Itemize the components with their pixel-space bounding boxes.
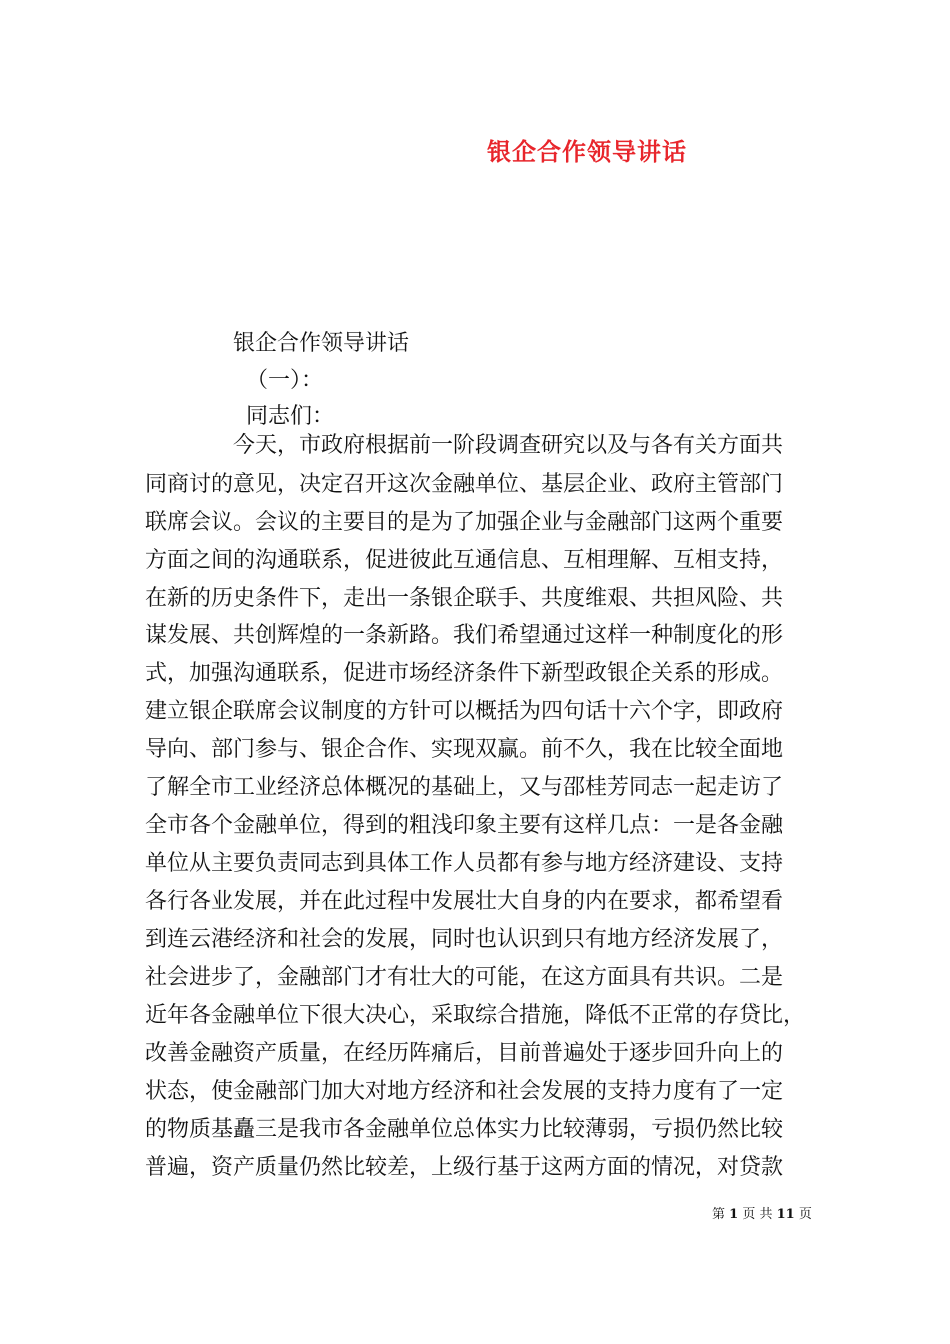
paragraph-line: 近年各金融单位下很大决心，采取综合措施，降低不正常的存贷比， (145, 1003, 806, 1028)
document-title: 银企合作领导讲话 (233, 331, 410, 356)
paragraph-line: 普遍，资产质量仍然比较差，上级行基于这两方面的情况，对贷款 (145, 1155, 784, 1180)
section-mark: （一）： (246, 368, 324, 393)
paragraph-line: 的物质基矗三是我市各金融单位总体实力比较薄弱，亏损仍然比较 (145, 1117, 784, 1142)
paragraph-line: 了解全市工业经济总体概况的基础上，又与邵桂芳同志一起走访了 (145, 775, 784, 800)
paragraph-line: 状态，使金融部门加大对地方经济和社会发展的支持力度有了一定 (145, 1079, 784, 1104)
paragraph-line: 方面之间的沟通联系，促进彼此互通信息、互相理解、互相支持， (145, 548, 784, 573)
paragraph-line: 导向、部门参与、银企合作、实现双赢。前不久，我在比较全面地 (145, 737, 784, 762)
current-page-number: 1 (729, 1207, 739, 1222)
paragraph-line: 今天，市政府根据前一阶段调查研究以及与各有关方面共 (233, 433, 784, 458)
footer-prefix: 第 (712, 1207, 726, 1222)
paragraph-line: 改善金融资产质量，在经历阵痛后，目前普遍处于逐步回升向上的 (145, 1041, 784, 1066)
paragraph-line: 各行各业发展，并在此过程中发展壮大自身的内在要求，都希望看 (145, 889, 784, 914)
paragraph-line: 在新的历史条件下，走出一条银企联手、共度维艰、共担风险、共 (145, 586, 784, 611)
paragraph-line: 联席会议。会议的主要目的是为了加强企业与金融部门这两个重要 (145, 510, 784, 535)
footer-middle: 页 共 (742, 1207, 773, 1222)
paragraph-line: 到连云港经济和社会的发展，同时也认识到只有地方经济发展了， (145, 927, 784, 952)
footer-suffix: 页 (798, 1207, 812, 1222)
paragraph-line: 单位从主要负责同志到具体工作人员都有参与地方经济建设、支持 (145, 851, 784, 876)
paragraph-line: 全市各个金融单位，得到的粗浅印象主要有这样几点：一是各金融 (145, 813, 784, 838)
paragraph-line: 谋发展、共创辉煌的一条新路。我们希望通过这样一种制度化的形 (145, 623, 784, 648)
salutation: 同志们： (246, 404, 335, 429)
paragraph-line: 建立银企联席会议制度的方针可以概括为四句话十六个字，即政府 (145, 699, 784, 724)
paragraph-line: 同商讨的意见，决定召开这次金融单位、基层企业、政府主管部门 (145, 472, 784, 497)
paragraph-line: 式，加强沟通联系，促进市场经济条件下新型政银企关系的形成。 (145, 661, 784, 686)
header-title: 银企合作领导讲话 (487, 137, 687, 166)
paragraph-line: 社会进步了，金融部门才有壮大的可能，在这方面具有共识。二是 (145, 965, 784, 990)
total-page-count: 11 (776, 1207, 795, 1222)
page-number-footer (712, 1203, 812, 1222)
